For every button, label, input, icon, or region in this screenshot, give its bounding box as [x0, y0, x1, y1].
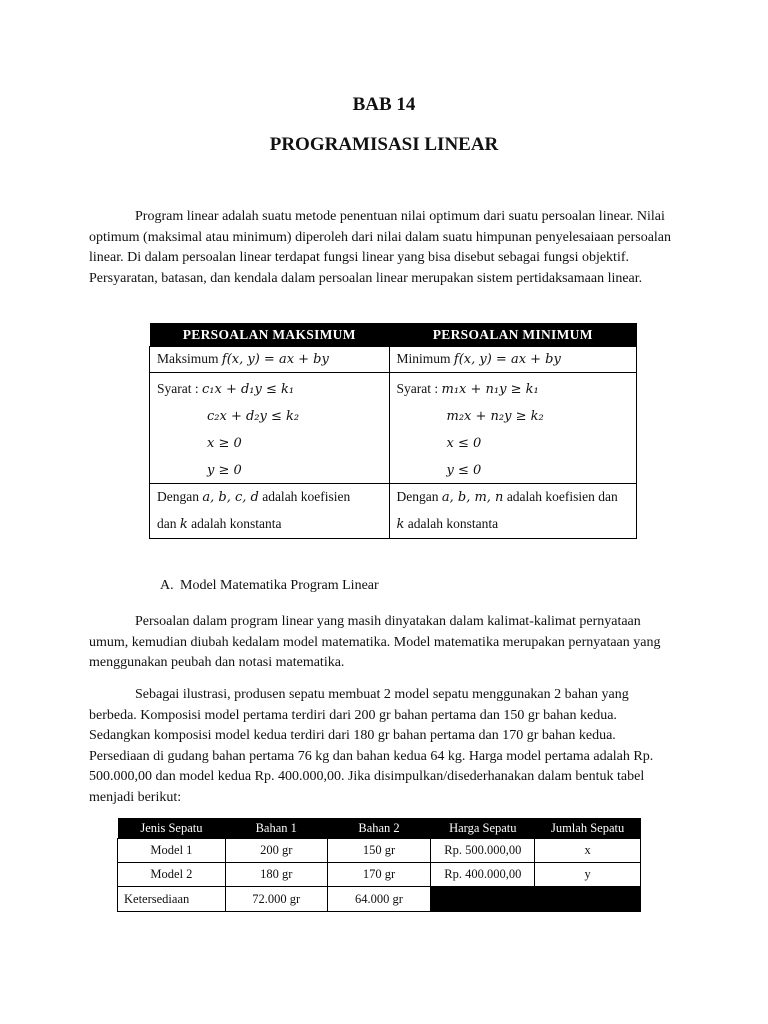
min-note-mid: adalah koefisien dan	[506, 489, 618, 504]
table-cell: 170 gr	[327, 863, 431, 887]
max-note-mid: adalah koefisien	[262, 489, 351, 504]
intro-text: Program linear adalah suatu metode penentuan nilai optimum dari suatu persoalan linear. Nilai optimum (maksimal atau minimum) diperoleh dari nilai dalam suatu himpunan penyelesaiaan persoalan linear. Di dalam persoalan linear terdapat fungsi linear yang bisa disebut sebagai fungsi objektif. Persyaratan, batasan, dan kendala dalam persoalan linear merupakan sistem pertidaksamaan linear.	[89, 209, 672, 286]
availability-row	[118, 887, 641, 912]
section-a-heading	[160, 578, 379, 594]
max-c1: c₁x + d₁y ≤ k₁	[202, 382, 295, 397]
table-cell: x	[535, 839, 641, 863]
availability-label: Ketersediaan	[118, 887, 226, 912]
shoe-header-price: Harga Sepatu	[431, 818, 535, 839]
availability-blank	[431, 887, 641, 912]
section-a-text-2: Sebagai ilustrasi, produsen sepatu membuat 2 model sepatu menggunakan 2 bahan yang berbeda. Komposisi model pertama terdiri dari 200 gr bahan pertama dan 150 gr bahan kedua. Sedangkan komposisi model kedua terdiri dari 180 gr bahan pertama dan 170 gr bahan kedua. Persediaan di gudang bahan pertama 76 kg dan bahan kedua 64 kg. Harga model pertama adalah Rp. 500.000,00 dan model kedua Rp. 400.000,00. Jika disimpulkan/disederhanakan dalam bentuk tabel menjadi berikut:	[89, 687, 654, 805]
max-constraints	[150, 373, 390, 484]
min-constraint-1	[397, 375, 630, 402]
shoe-header-bahan1: Bahan 1	[225, 818, 327, 839]
section-a-paragraph-2	[89, 685, 679, 809]
section-a-paragraph-1	[89, 612, 679, 674]
shoe-table-header	[118, 818, 641, 839]
max-fn: f(x, y) = ax + by	[221, 352, 329, 367]
table-cell: 200 gr	[225, 839, 327, 863]
header-min: PERSOALAN MINIMUM	[389, 323, 637, 347]
min-note-line2-post: adalah konstanta	[407, 516, 499, 531]
min-constraint-2	[397, 402, 630, 429]
min-note-pre: Dengan	[396, 489, 439, 504]
intro-paragraph	[89, 207, 679, 289]
min-note-vars: a, b, m, n	[441, 490, 504, 505]
min-syarat-label: Syarat :	[396, 381, 439, 396]
table-cell: Model 2	[118, 863, 226, 887]
min-note-k: k	[396, 517, 405, 532]
availability-bahan1: 72.000 gr	[225, 887, 327, 912]
min-constraint-4	[397, 456, 630, 483]
header-max: PERSOALAN MAKSIMUM	[150, 323, 390, 347]
max-constraint-2	[157, 402, 382, 429]
min-note	[389, 484, 637, 539]
table-cell: y	[535, 863, 641, 887]
constraints-row	[150, 373, 637, 484]
chapter-title: PROGRAMISASI LINEAR	[269, 134, 499, 155]
section-a-number: A.	[160, 578, 174, 593]
min-c3: x ≤ 0	[446, 436, 482, 451]
max-constraint-4	[157, 456, 382, 483]
objective-row	[150, 347, 637, 373]
table-row	[118, 863, 641, 887]
max-note-vars: a, b, c, d	[202, 490, 259, 505]
comparison-header-row	[150, 323, 637, 347]
max-c4: y ≥ 0	[207, 463, 242, 478]
table-cell: 150 gr	[327, 839, 431, 863]
min-constraint-3	[397, 429, 630, 456]
table-cell: Model 1	[118, 839, 226, 863]
max-objective	[150, 347, 390, 373]
max-note	[150, 484, 390, 539]
max-fn-label: Maksimum	[157, 351, 219, 366]
comparison-table	[149, 323, 637, 539]
note-row	[150, 484, 637, 539]
max-note-line2-pre: dan	[157, 516, 177, 531]
min-fn: f(x, y) = ax + by	[453, 352, 561, 367]
table-cell: 180 gr	[225, 863, 327, 887]
shoe-header-qty: Jumlah Sepatu	[535, 818, 641, 839]
min-fn-label: Minimum	[396, 351, 451, 366]
table-cell: Rp. 400.000,00	[431, 863, 535, 887]
max-note-pre: Dengan	[157, 489, 199, 504]
max-note-line2-post: adalah konstanta	[191, 516, 282, 531]
chapter-number: BAB 14	[352, 94, 416, 115]
shoe-header-bahan2: Bahan 2	[327, 818, 431, 839]
max-constraint-3	[157, 429, 382, 456]
table-cell: Rp. 500.000,00	[431, 839, 535, 863]
shoe-header-type: Jenis Sepatu	[118, 818, 226, 839]
min-objective	[389, 347, 637, 373]
max-c2: c₂x + d₂y ≤ k₂	[207, 409, 300, 424]
min-c1: m₁x + n₁y ≥ k₁	[441, 382, 539, 397]
availability-bahan2: 64.000 gr	[327, 887, 431, 912]
min-c2: m₂x + n₂y ≥ k₂	[446, 409, 544, 424]
max-note-k: k	[179, 517, 188, 532]
max-constraint-1	[157, 375, 382, 402]
min-c4: y ≤ 0	[446, 463, 482, 478]
shoe-table	[117, 818, 641, 912]
section-a-text-1: Persoalan dalam program linear yang masih dinyatakan dalam kalimat-kalimat pernyataan umum, kemudian diubah kedalam model matematika. Model matematika merupakan pernyataan yang menggunakan peubah dan notasi matematika.	[89, 614, 661, 671]
max-syarat-label: Syarat :	[157, 381, 199, 396]
table-row	[118, 839, 641, 863]
max-c3: x ≥ 0	[207, 436, 242, 451]
section-a-title: Model Matematika Program Linear	[180, 578, 379, 593]
min-constraints	[389, 373, 637, 484]
